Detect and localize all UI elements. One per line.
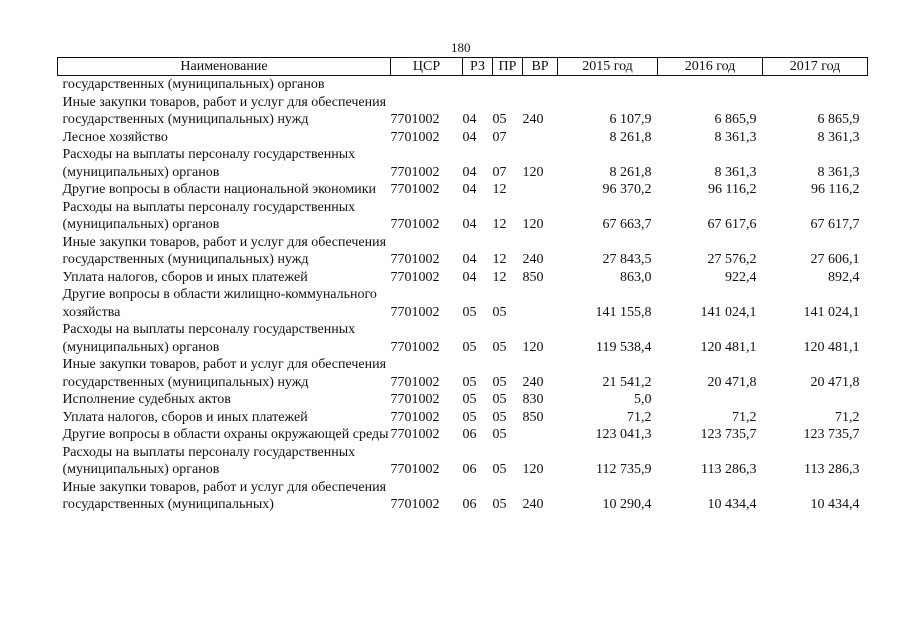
cell-rz: 04 [462,164,477,180]
cell-csr: 7701002 [390,339,440,355]
cell-name: Иные закупки товаров, работ и услуг для обеспечения государственных (муниципальных) нужд [62,94,387,127]
cell-csr: 7701002 [390,392,440,407]
cell-vr [523,181,558,199]
cell-csr: 7701002 [390,129,440,145]
cell-2016: 922,4 [725,269,757,285]
table-row [58,146,868,181]
cell-2015: 123 041,3 [595,427,652,442]
cell-rz: 04 [462,217,477,232]
cell-2017 [763,391,868,409]
cell-name: Другие вопросы в области национальной экономики [62,182,377,197]
cell-2016: 6 865,9 [714,112,757,127]
cell-pr: 12 [492,217,507,232]
cell-rz: 04 [462,112,477,127]
cell-2015: 6 107,9 [609,112,652,127]
column-header-rz: РЗ [463,58,493,76]
cell-2017: 8 361,3 [817,129,860,145]
table-row [58,356,868,391]
cell-2016: 8 361,3 [714,129,757,145]
page-number: 180 [451,40,471,55]
cell-csr: 7701002 [390,164,440,180]
cell-csr: 7701002 [390,497,440,512]
cell-2017: 120 481,1 [803,339,860,355]
cell-csr: 7701002 [390,462,440,477]
cell-2016 [658,76,763,94]
cell-pr: 05 [492,392,507,407]
cell-2017: 113 286,3 [804,462,860,477]
cell-rz: 04 [462,252,477,267]
cell-2017: 892,4 [828,269,860,285]
cell-name: Уплата налогов, сборов и иных платежей [62,269,308,285]
column-header-name: Наименование [58,58,391,76]
cell-vr [523,76,558,94]
column-header-csr: ЦСР [391,58,463,76]
cell-vr: 240 [522,252,544,267]
cell-2016: 71,2 [732,409,757,425]
cell-2015: 119 538,4 [596,339,652,355]
cell-2015: 96 370,2 [602,182,652,197]
cell-2015: 8 261,8 [609,129,652,145]
cell-name: Расходы на выплаты персоналу государственных (муниципальных) органов [62,322,356,355]
cell-2016: 8 361,3 [714,164,757,180]
cell-vr [523,286,558,321]
cell-2015: 10 290,4 [602,497,652,512]
cell-2016: 20 471,8 [707,374,757,390]
cell-2017: 123 735,7 [803,427,860,442]
cell-rz: 05 [462,392,477,407]
cell-vr: 240 [522,112,544,127]
cell-2017 [763,76,868,94]
cell-csr: 7701002 [390,252,440,267]
cell-name: Исполнение судебных актов [62,392,231,407]
cell-csr: 7701002 [390,374,440,390]
column-header-2015: 2015 год [558,58,658,76]
column-header-pr: ПР [493,58,523,76]
cell-2016: 141 024,1 [700,304,757,320]
cell-2016: 27 576,2 [707,252,757,267]
cell-pr: 05 [492,497,507,512]
cell-rz: 05 [462,304,477,320]
cell-2017: 20 471,8 [810,374,860,390]
cell-csr: 7701002 [390,409,440,425]
cell-vr: 120 [522,164,544,180]
cell-2017: 67 617,7 [810,217,860,232]
cell-vr: 120 [522,217,544,232]
cell-2016: 10 434,4 [707,497,757,512]
cell-2017: 141 024,1 [803,304,860,320]
cell-rz: 04 [462,129,477,145]
cell-csr: 7701002 [390,304,440,320]
cell-name: Иные закупки товаров, работ и услуг для обеспечения государственных (муниципальных) нужд [62,234,387,267]
table-row [58,426,868,444]
cell-2016: 96 116,2 [708,182,757,197]
cell-pr: 05 [492,339,507,355]
cell-2015: 67 663,7 [602,217,652,232]
cell-2017: 96 116,2 [811,182,860,197]
budget-table [57,57,868,514]
column-header-vr: ВР [523,58,558,76]
cell-vr: 240 [522,497,544,512]
cell-vr [523,426,558,444]
cell-name: Расходы на выплаты персоналу государственных (муниципальных) органов [62,444,356,477]
cell-2015: 863,0 [620,269,652,285]
cell-vr: 240 [522,374,544,390]
cell-2015: 21 541,2 [602,374,652,390]
table-row [58,129,868,147]
cell-rz: 05 [462,374,477,390]
column-header-2017: 2017 год [763,58,868,76]
cell-pr: 05 [492,304,507,320]
cell-csr [391,76,463,94]
cell-vr: 850 [522,409,544,425]
cell-2016 [658,391,763,409]
table-row [58,321,868,356]
cell-csr: 7701002 [390,112,440,127]
cell-vr: 850 [522,269,544,285]
cell-rz: 06 [462,462,477,477]
cell-2016: 123 735,7 [700,427,757,442]
cell-name: Уплата налогов, сборов и иных платежей [62,409,308,425]
table-row [58,479,868,514]
cell-2015: 141 155,8 [595,304,652,320]
table-header-row [58,58,868,76]
cell-2016: 113 286,3 [701,462,757,477]
cell-pr [493,76,523,94]
cell-2016: 67 617,6 [707,217,757,232]
cell-rz: 05 [462,339,477,355]
cell-csr: 7701002 [390,427,440,442]
cell-name: Расходы на выплаты персоналу государственных (муниципальных) органов [62,147,356,180]
cell-2015: 5,0 [634,392,652,407]
cell-pr: 05 [492,409,507,425]
cell-2015: 71,2 [627,409,652,425]
cell-2015: 112 735,9 [596,462,652,477]
table-row [58,76,868,94]
table-row [58,444,868,479]
cell-2015 [558,76,658,94]
cell-name: Иные закупки товаров, работ и услуг для обеспечения государственных (муниципальных) нужд [62,357,387,390]
cell-name: государственных (муниципальных) органов [62,77,325,92]
cell-csr: 7701002 [390,182,440,197]
cell-rz: 06 [462,427,477,442]
cell-pr: 12 [492,182,507,197]
cell-2017: 6 865,9 [817,112,860,127]
cell-rz [463,76,493,94]
cell-name: Иные закупки товаров, работ и услуг для обеспечения государственных (муниципальных) [62,479,387,512]
cell-pr: 12 [492,252,507,267]
cell-2017: 27 606,1 [810,252,860,267]
table-row [58,409,868,427]
cell-2015: 27 843,5 [602,252,652,267]
column-header-2016: 2016 год [658,58,763,76]
cell-vr [523,129,558,147]
table-row [58,234,868,269]
cell-2016: 120 481,1 [700,339,757,355]
cell-name: Расходы на выплаты персоналу государственных (муниципальных) органов [62,199,356,232]
cell-rz: 04 [462,269,477,285]
cell-name: Другие вопросы в области жилищно-коммунального хозяйства [62,287,377,320]
table-row [58,181,868,199]
cell-2017: 8 361,3 [817,164,860,180]
cell-pr: 05 [492,462,507,477]
cell-2017: 10 434,4 [810,497,860,512]
cell-pr: 05 [492,374,507,390]
cell-pr: 05 [492,427,507,442]
cell-pr: 07 [492,164,507,180]
cell-pr: 12 [492,269,507,285]
table-body [58,76,868,514]
cell-vr: 830 [522,392,544,407]
cell-2015: 8 261,8 [609,164,652,180]
cell-pr: 07 [492,129,507,145]
cell-rz: 04 [462,182,477,197]
cell-pr: 05 [492,112,507,127]
cell-vr: 120 [522,339,544,355]
cell-rz: 05 [462,409,477,425]
cell-name: Лесное хозяйство [62,129,168,145]
cell-2017: 71,2 [835,409,860,425]
table-row [58,269,868,287]
cell-rz: 06 [462,497,477,512]
cell-vr: 120 [522,462,544,477]
cell-csr: 7701002 [390,269,440,285]
cell-name: Другие вопросы в области охраны окружающей среды [62,427,389,442]
table-row [58,391,868,409]
table-row [58,94,868,129]
table-row [58,199,868,234]
table-row [58,286,868,321]
cell-csr: 7701002 [390,217,440,232]
